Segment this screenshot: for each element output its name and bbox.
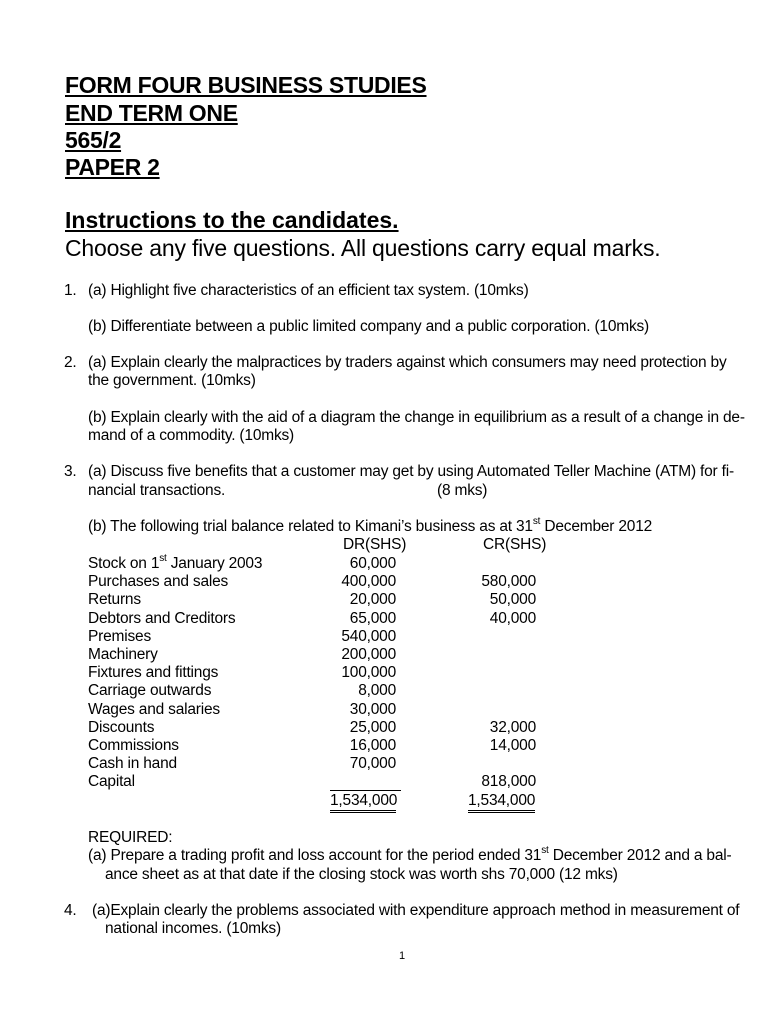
tb-row-dr: 70,000: [349, 755, 396, 772]
total-cr: 1,534,000: [468, 792, 535, 813]
tb-row-dr: 65,000: [349, 610, 396, 627]
tb-row-cr: 40,000: [489, 610, 536, 627]
page-number: 1: [399, 950, 406, 962]
tb-row-label: [88, 573, 228, 591]
tb-row-dr: 20,000: [349, 591, 396, 608]
tb-row-dr: 100,000: [341, 664, 396, 681]
tb-row-label: [88, 628, 151, 646]
tb-row-label-text: Returns: [88, 591, 141, 608]
tb-row-label-text: Capital: [88, 773, 135, 790]
tb-row-dr: 400,000: [341, 573, 396, 590]
q4-number: 4.: [64, 902, 77, 919]
tb-row-label-text: Cash in hand: [88, 755, 177, 772]
tb-row-label: [88, 737, 179, 755]
q3-part-b-sup: st: [532, 515, 541, 527]
tb-row-label: [88, 610, 235, 628]
tb-row-label: [88, 682, 211, 700]
tb-row-label: [88, 755, 177, 773]
tb-row-cr: 14,000: [489, 737, 536, 754]
q2-part-b-line1: (b) Explain clearly with the aid of a diagram the change in equilibrium as a result of a change in de-: [88, 409, 745, 426]
q4-part-a-line1: (a)Explain clearly the problems associated with expenditure approach method in measurement of: [92, 902, 740, 919]
required-a-line1: [88, 844, 732, 865]
instructions-heading: Instructions to the candidates.: [65, 207, 399, 233]
tb-row-dr: 200,000: [341, 646, 396, 663]
required-a-line2: ance sheet as at that date if the closing stock was worth shs 70,000 (12 mks): [105, 866, 618, 883]
tb-row-label-text: Carriage outwards: [88, 682, 212, 699]
tb-row-dr: 30,000: [349, 701, 396, 718]
tb-row-label-sup: st: [159, 552, 167, 564]
tb-row-dr: 8,000: [358, 682, 396, 699]
q3-part-b-text: (b) The following trial balance related to Kimani’s business as at 31: [88, 518, 533, 535]
q2-part-a-line1: (a) Explain clearly the malpractices by traders against which consumers may need protection by: [88, 354, 727, 371]
tb-row-label-text: Stock on 1: [88, 555, 160, 572]
tb-row-label-text: Wages and salaries: [88, 701, 220, 718]
q3-part-a-line2: nancial transactions.: [88, 482, 226, 499]
tb-row-label: [88, 701, 220, 719]
tb-row-label: [88, 591, 141, 609]
dr-column-rule: [330, 790, 401, 791]
tb-row-cr: 50,000: [489, 591, 536, 608]
tb-row-dr: 25,000: [349, 719, 396, 736]
instructions-text: Choose any five questions. All questions carry equal marks.: [65, 235, 661, 261]
tb-row-label-text: Premises: [88, 628, 151, 645]
tb-row-label: [88, 664, 218, 682]
tb-row-label-tail: January 2003: [166, 555, 263, 572]
exam-paper: PAPER 2: [65, 154, 160, 180]
tb-row-label-text: Commissions: [88, 737, 179, 754]
tb-row-label: [88, 646, 158, 664]
required-a-tail: December 2012 and a bal-: [548, 847, 732, 864]
col-header-dr: DR(SHS): [343, 536, 407, 553]
tb-row-label-text: Debtors and Creditors: [88, 610, 236, 627]
tb-row-label: [88, 552, 263, 573]
tb-row-dr: 60,000: [349, 555, 396, 572]
required-heading: REQUIRED:: [88, 829, 173, 846]
exam-title: FORM FOUR BUSINESS STUDIES: [65, 72, 427, 98]
tb-row-cr: 32,000: [489, 719, 536, 736]
q4-part-a-line2: national incomes. (10mks): [105, 920, 281, 937]
exam-code: 565/2: [65, 127, 122, 153]
required-a-sup: st: [541, 844, 549, 856]
q2-number: 2.: [64, 354, 77, 371]
q1-number: 1.: [64, 282, 77, 299]
tb-row-label-text: Fixtures and fittings: [88, 664, 219, 681]
tb-row-label: [88, 719, 154, 737]
q3-part-a-line1: (a) Discuss five benefits that a customer may get by using Automated Teller Machine (ATM) for fi-: [88, 463, 734, 480]
tb-row-cr: 818,000: [481, 773, 536, 790]
tb-row-label-text: Machinery: [88, 646, 158, 663]
q3-part-b-intro: [88, 515, 653, 536]
tb-row-label: [88, 773, 135, 791]
q3-part-b-date: December 2012: [540, 518, 653, 535]
col-header-cr: CR(SHS): [483, 536, 547, 553]
tb-row-cr: 580,000: [481, 573, 536, 590]
tb-row-label-text: Discounts: [88, 719, 155, 736]
q1-part-b: (b) Differentiate between a public limited company and a public corporation. (10mks): [88, 318, 650, 335]
q2-part-a-line2: the government. (10mks): [88, 372, 256, 389]
q3-part-a-marks: (8 mks): [437, 482, 488, 499]
tb-row-dr: 16,000: [349, 737, 396, 754]
total-dr: 1,534,000: [330, 792, 396, 813]
q3-number: 3.: [64, 463, 77, 480]
tb-row-dr: 540,000: [341, 628, 396, 645]
required-a-text: (a) Prepare a trading profit and loss account for the period ended 31: [88, 847, 542, 864]
tb-row-label-text: Purchases and sales: [88, 573, 229, 590]
q2-part-b-line2: mand of a commodity. (10mks): [88, 427, 295, 444]
q1-part-a: (a) Highlight five characteristics of an efficient tax system. (10mks): [88, 282, 529, 299]
exam-term: END TERM ONE: [65, 100, 238, 126]
